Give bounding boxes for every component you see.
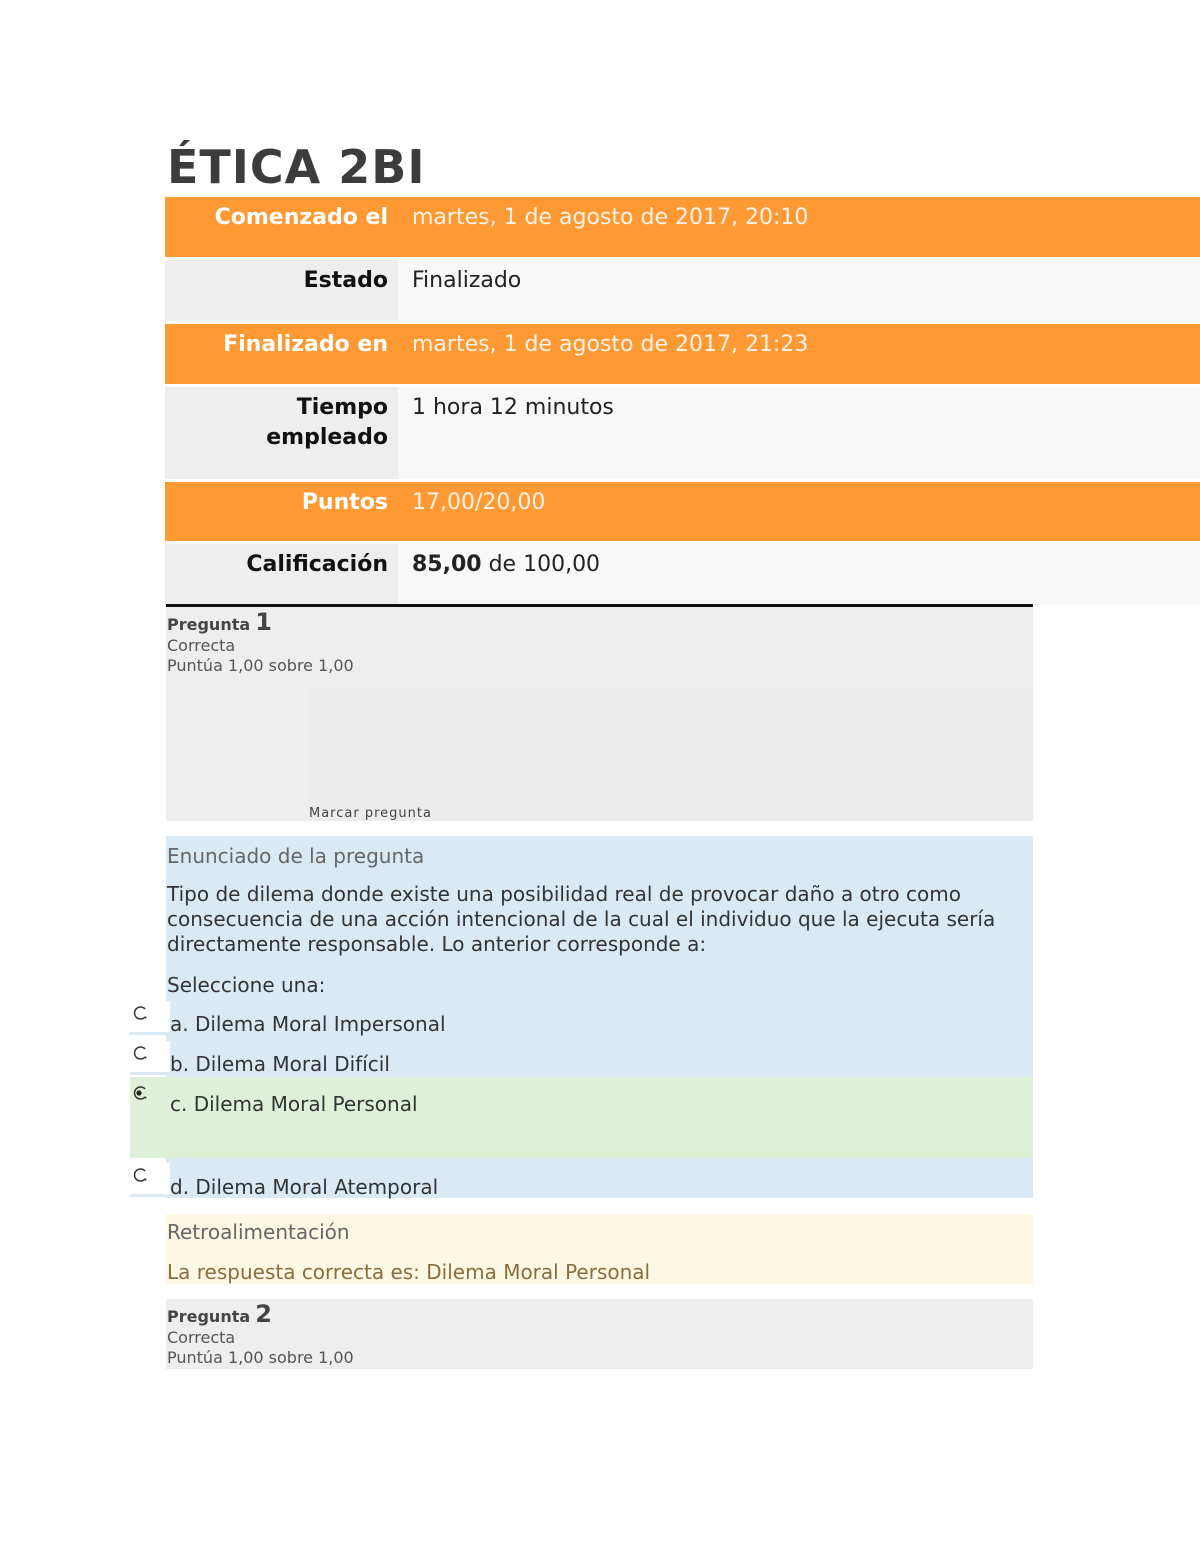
correct-option-highlight — [130, 1077, 1033, 1158]
summary-label: Calificación — [165, 544, 398, 605]
summary-label: Estado — [165, 260, 398, 321]
question-state: Correcta — [167, 1328, 236, 1347]
question-label: Pregunta — [167, 1307, 251, 1326]
summary-row-finished — [165, 324, 1200, 387]
summary-row-state — [165, 260, 1200, 324]
option-c-label[interactable]: c. Dilema Moral Personal — [170, 1092, 418, 1116]
correct-answer-text: La respuesta correcta es: Dilema Moral Personal — [167, 1260, 651, 1284]
question-heading — [167, 608, 1033, 636]
summary-value: martes, 1 de agosto de 2017, 20:10 — [398, 197, 1200, 257]
question-state: Correcta — [167, 636, 236, 655]
radio-option-d[interactable] — [132, 1167, 148, 1183]
select-one-prompt: Seleccione una: — [167, 973, 326, 997]
grade-value: 85,00 — [412, 552, 482, 577]
radio-option-a[interactable] — [132, 1005, 148, 1021]
summary-value: Finalizado — [398, 260, 1200, 321]
question-1-info — [166, 604, 1033, 821]
summary-label-line: empleado — [266, 425, 388, 450]
option-b-label[interactable]: b. Dilema Moral Difícil — [170, 1052, 390, 1076]
flag-question-link[interactable]: Marcar pregunta — [309, 806, 432, 821]
summary-value: 1 hora 12 minutos — [398, 387, 1200, 479]
summary-label — [165, 387, 398, 479]
question-grade: Puntúa 1,00 sobre 1,00 — [167, 656, 354, 675]
question-number: 1 — [255, 608, 272, 636]
statement-title: Enunciado de la pregunta — [167, 844, 425, 868]
summary-row-time-taken — [165, 387, 1200, 482]
question-label: Pregunta — [167, 615, 251, 634]
summary-value: 17,00/20,00 — [398, 482, 1200, 541]
radio-option-c-selected[interactable] — [132, 1085, 148, 1101]
option-a-label[interactable]: a. Dilema Moral Impersonal — [170, 1012, 446, 1036]
summary-label: Puntos — [165, 482, 398, 541]
summary-label: Finalizado en — [165, 324, 398, 384]
radio-option-b[interactable] — [132, 1045, 148, 1061]
question-heading — [167, 1300, 1033, 1328]
summary-label-line: Tiempo — [296, 395, 388, 420]
summary-row-points — [165, 482, 1200, 544]
feedback-title: Retroalimentación — [167, 1220, 350, 1244]
grade-max: de 100,00 — [481, 552, 601, 577]
question-grade: Puntúa 1,00 sobre 1,00 — [167, 1348, 354, 1367]
question-number: 2 — [255, 1300, 272, 1328]
option-d-label[interactable]: d. Dilema Moral Atemporal — [170, 1175, 439, 1199]
attempt-summary-table — [165, 197, 1200, 605]
summary-row-grade — [165, 544, 1200, 605]
question-statement: Tipo de dilema donde existe una posibilidad real de provocar daño a otro como consecuencia de una acción intencional de la cual el individuo que la ejecuta sería directamente responsable. Lo anterior corresponde a: — [167, 882, 996, 956]
summary-value: martes, 1 de agosto de 2017, 21:23 — [398, 324, 1200, 384]
question-2-info — [166, 1299, 1033, 1369]
page-title: ÉTICA 2BI — [167, 140, 426, 194]
flag-pane — [309, 687, 1033, 821]
summary-label: Comenzado el — [165, 197, 398, 257]
summary-value — [398, 544, 1200, 605]
question-1-feedback — [166, 1214, 1033, 1284]
summary-row-started — [165, 197, 1200, 260]
